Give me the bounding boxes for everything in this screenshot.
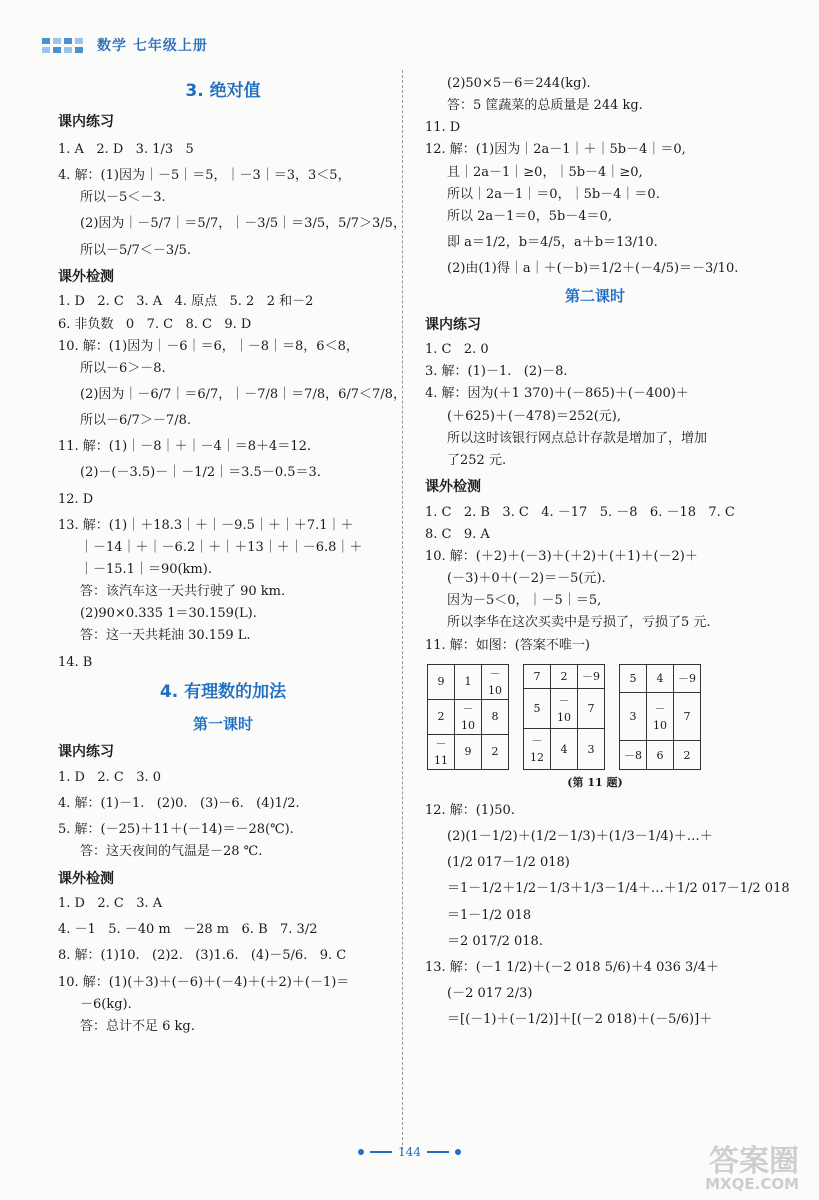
grid-cell: 9	[455, 734, 482, 769]
answer-line: (2)因为｜－5/7｜＝5/7，｜－3/5｜＝3/5，5/7＞3/5，	[80, 216, 406, 232]
answer-line: 8. C 9. A	[425, 526, 490, 542]
grid-row	[620, 693, 701, 741]
category-heading: 课外检测	[58, 268, 114, 285]
answer-line: 答：5 筐蔬菜的总质量是 244 kg.	[447, 98, 643, 114]
answer-line: 答：这天夜间的气温是－28 ℃.	[80, 844, 263, 860]
grid-cell: 8	[482, 699, 509, 734]
answer-line: 所以－5/7＜－3/5.	[80, 242, 191, 258]
answer-line: (2)(1－1/2)＋(1/2－1/3)＋(1/3－1/4)＋…＋	[447, 829, 713, 845]
lesson-title: 第一课时	[192, 715, 253, 734]
grid-row	[428, 734, 509, 769]
dot-icon	[358, 1149, 364, 1155]
answer-line: 11. 解：如图：(答案不唯一)	[425, 637, 590, 653]
grid-cell: 2	[428, 699, 455, 734]
answer-line: ＝1－1/2＋1/2－1/3＋1/3－1/4＋…＋1/2 017－1/2 018	[447, 881, 790, 897]
answer-line: 所以 2a－1＝0，5b－4＝0,	[447, 208, 612, 224]
answer-line: 8. 解：(1)10. (2)2. (3)1.6. (4)－5/6. 9. C	[58, 948, 347, 964]
left-column	[58, 72, 406, 1039]
answer-line: (－3)＋0＋(－2)＝－5(元).	[447, 571, 606, 587]
figure-caption: (第 11 题)	[567, 776, 623, 789]
dot-icon	[455, 1149, 461, 1155]
answer-line: 10. 解：(＋2)＋(－3)＋(＋2)＋(＋1)＋(－2)＋	[425, 549, 698, 565]
answer-line: 11. D	[425, 120, 461, 136]
grid-cell: －9	[578, 664, 605, 688]
watermark-text: 答案圈	[709, 1144, 799, 1179]
grid-cell: 7	[524, 664, 551, 688]
lesson-title: 第二课时	[564, 287, 625, 306]
answer-line: 4. 解：(1)－1. (2)0. (3)－6. (4)1/2.	[58, 796, 300, 812]
answer-line: 且｜2a－1｜≥0，｜5b－4｜≥0,	[447, 164, 643, 180]
answer-line: 答：该汽车这一天共行驶了 90 km.	[80, 584, 286, 600]
answer-line: 4. 解：因为(＋1 370)＋(－865)＋(－400)＋	[425, 386, 689, 402]
grid-cell: 2	[482, 734, 509, 769]
category-heading: 课内练习	[58, 114, 114, 131]
answer-line: (2)－(－3.5)－｜－1/2｜＝3.5－0.5＝3.	[80, 465, 321, 481]
book-title: 数学 七年级上册	[97, 38, 208, 54]
line-icon	[370, 1151, 392, 1153]
magic-square-table	[523, 664, 605, 770]
grid-cell: －10	[482, 664, 509, 699]
answer-line: ｜－15.1｜＝90(km).	[80, 561, 212, 577]
line-icon	[427, 1151, 449, 1153]
category-heading: 课外检测	[58, 870, 114, 887]
grid-cell: －9	[674, 664, 701, 693]
answer-line: (＋625)＋(－478)＝252(元),	[447, 408, 622, 424]
answer-line: 1. C 2. 0	[425, 342, 489, 358]
grid-row	[620, 741, 701, 770]
answer-line: 所以－5＜－3.	[80, 190, 166, 206]
grid-cell: 9	[428, 664, 455, 699]
answer-line: (2)90×0.335 1＝30.159(L).	[80, 606, 257, 622]
answer-line: (2)50×5－6＝244(kg).	[447, 76, 591, 91]
answer-line: 所以－6/7＞－7/8.	[80, 413, 191, 429]
answer-line: 所以这时该银行网点总计存款是增加了，增加	[447, 430, 708, 446]
answer-line: (2)因为｜－6/7｜＝6/7，｜－7/8｜＝7/8，6/7＜7/8，	[80, 386, 406, 402]
grid-cell: －12	[524, 729, 551, 770]
grid-row	[524, 664, 605, 688]
grid-row	[428, 699, 509, 734]
answer-line: 即 a＝1/2，b＝4/5，a＋b＝13/10.	[447, 234, 658, 250]
answer-line: 1. D 2. C 3. A 4. 原点 5. 2 2 和－2	[58, 294, 314, 310]
grid-cell: 5	[524, 688, 551, 729]
grid-cell: 6	[647, 741, 674, 770]
category-heading: 课内练习	[58, 744, 114, 761]
answer-line: 1. D 2. C 3. A	[58, 896, 163, 912]
grid-cell: －10	[455, 699, 482, 734]
answer-line: 答：这一天共耗油 30.159 L.	[80, 628, 251, 644]
answer-line: －6(kg).	[80, 996, 132, 1012]
answer-line: 4. 解：(1)因为｜－5｜＝5，｜－3｜＝3，3＜5，	[58, 168, 351, 184]
logo-icon	[42, 38, 83, 53]
grid-cell: 4	[647, 664, 674, 693]
grid-row	[524, 688, 605, 729]
answer-line: ＝2 017/2 018.	[447, 933, 543, 949]
answer-line: 11. 解：(1)｜－8｜＋｜－4｜＝8＋4＝12.	[58, 439, 311, 455]
answer-line: 13. 解：(－1 1/2)＋(－2 018 5/6)＋4 036 3/4＋	[425, 959, 719, 975]
answer-line: (2)由(1)得｜a｜＋(－b)＝1/2＋(－4/5)＝－3/10.	[447, 261, 739, 277]
answer-line: 所以－6＞－8.	[80, 360, 166, 376]
answer-line: 3. 解：(1)－1. (2)－8.	[425, 364, 568, 380]
answer-line: 12. 解：(1)因为｜2a－1｜＋｜5b－4｜＝0,	[425, 142, 686, 158]
answer-line: 14. B	[58, 654, 93, 670]
page-number: 144	[398, 1145, 421, 1159]
grid-cell: 7	[578, 688, 605, 729]
answer-line: ＝[(－1)＋(－1/2)]＋[(－2 018)＋(－5/6)]＋	[447, 1012, 713, 1028]
grid-cell: －10	[647, 693, 674, 741]
answer-line: ｜－14｜＋｜－6.2｜＋｜＋13｜＋｜－6.8｜＋	[80, 539, 363, 555]
watermark-url: MXQE.COM	[705, 1175, 799, 1193]
grid-row	[524, 729, 605, 770]
grid-cell: 1	[455, 664, 482, 699]
answer-line: 所以李华在这次买卖中是亏损了，亏损了5 元.	[447, 615, 711, 631]
answer-line: 6. 非负数 0 7. C 8. C 9. D	[58, 316, 252, 332]
grid-cell: －10	[551, 688, 578, 729]
answer-line: 了252 元.	[447, 452, 507, 468]
magic-square-grids	[427, 664, 765, 770]
grid-row	[620, 664, 701, 693]
answer-line: 所以｜2a－1｜＝0，｜5b－4｜＝0.	[447, 186, 660, 202]
answer-line: (1/2 017－1/2 018)	[447, 855, 570, 871]
answer-line: 13. 解：(1)｜＋18.3｜＋｜－9.5｜＋｜＋7.1｜＋	[58, 517, 354, 533]
answer-line: (－2 017 2/3)	[447, 986, 533, 1002]
answer-line: 1. D 2. C 3. 0	[58, 769, 162, 785]
section-title: 3. 绝对值	[185, 81, 261, 101]
grid-row	[428, 664, 509, 699]
grid-cell: 3	[578, 729, 605, 770]
grid-cell: 2	[674, 741, 701, 770]
grid-cell: 2	[551, 664, 578, 688]
watermark	[705, 1144, 799, 1193]
section-title: 4. 有理数的加法	[159, 681, 287, 702]
magic-square-table	[619, 664, 701, 770]
answer-line: 5. 解：(－25)＋11＋(－14)＝－28(℃).	[58, 822, 294, 838]
grid-cell: －8	[620, 741, 647, 770]
magic-square-table	[427, 664, 509, 770]
page-header	[42, 30, 208, 60]
grid-cell: 7	[674, 693, 701, 741]
grid-cell: 3	[620, 693, 647, 741]
answer-line: 答：总计不足 6 kg.	[80, 1018, 195, 1034]
answer-line: 10. 解：(1)因为｜－6｜＝6，｜－8｜＝8，6＜8，	[58, 338, 359, 354]
page-footer	[0, 1145, 819, 1159]
answer-line: 10. 解：(1)(＋3)＋(－6)＋(－4)＋(＋2)＋(－1)＝	[58, 974, 350, 990]
category-heading: 课外检测	[425, 479, 481, 496]
answer-line: 因为－5＜0，｜－5｜＝5,	[447, 593, 602, 609]
answer-line: 1. A 2. D 3. 1/3 5	[58, 142, 194, 158]
category-heading: 课内练习	[425, 316, 481, 333]
answer-line: 1. C 2. B 3. C 4. －17 5. －8 6. －18 7. C	[425, 504, 735, 520]
answer-line: 12. 解：(1)50.	[425, 803, 515, 819]
answer-line: 12. D	[58, 491, 94, 507]
grid-cell: －11	[428, 734, 455, 769]
grid-cell: 5	[620, 664, 647, 693]
grid-cell: 4	[551, 729, 578, 770]
answer-line: 4. －1 5. －40 m －28 m 6. B 7. 3/2	[58, 922, 318, 938]
right-column	[425, 72, 790, 1036]
answer-line: ＝1－1/2 018	[447, 907, 532, 923]
